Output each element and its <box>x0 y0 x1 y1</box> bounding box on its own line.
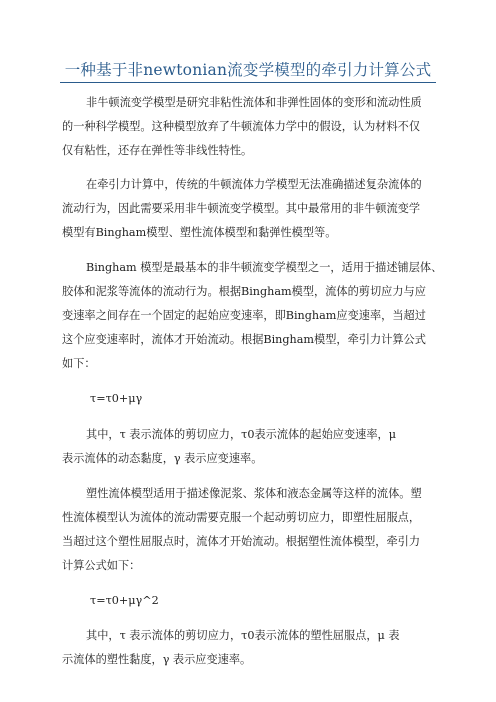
formula-bingham: τ=τ0+μγ <box>90 392 143 405</box>
paragraph-6-line-1: 其中，τ 表示流体的剪切应力，τ0表示流体的塑性屈服点，μ 表 <box>86 629 400 642</box>
document-title: 一种基于非newtonian流变学模型的牵引力计算公式 <box>64 61 432 79</box>
paragraph-5-line-3: 当超过这个塑性屈服点时，流体才开始流动。根据塑性流体模型，牵引力 <box>62 535 421 548</box>
formula-plastic: τ=τ0+μγ^2 <box>90 594 159 607</box>
paragraph-3-line-4: 这个应变速率时，流体才开始流动。根据Bingham模型，牵引力计算公式 <box>62 333 426 346</box>
paragraph-3-line-1: Bingham 模型是最基本的非牛顿流变学模型之一，适用于描述铺层体、 <box>86 261 443 274</box>
paragraph-3-line-3: 变速率之间存在一个固定的起始应变速率，即Bingham应变速率，当超过 <box>62 309 426 322</box>
paragraph-3-line-2: 胶体和泥浆等流体的流动行为。根据Bingham模型，流体的剪切应力与应 <box>62 285 426 298</box>
paragraph-2-line-2: 流动行为，因此需要采用非牛顿流变学模型。其中最常用的非牛顿流变学 <box>62 202 421 215</box>
paragraph-4-line-1: 其中，τ 表示流体的剪切应力，τ0表示流体的起始应变速率，μ <box>86 428 397 441</box>
paragraph-1-line-3: 仅有粘性，还存在弹性等非线性特性。 <box>62 144 253 157</box>
paragraph-1-line-2: 的一种科学模型。这种模型放弃了牛顿流体力学中的假设，认为材料不仅 <box>62 120 421 133</box>
paragraph-3-line-5: 如下： <box>62 357 96 370</box>
paragraph-6-line-2: 示流体的塑性黏度，γ 表示应变速率。 <box>62 653 252 666</box>
paragraph-2-line-1: 在牵引力计算中，传统的牛顿流体力学模型无法准确描述复杂流体的 <box>86 178 422 191</box>
paragraph-5-line-4: 计算公式如下： <box>62 559 141 572</box>
paragraph-4-line-2: 表示流体的动态黏度，γ 表示应变速率。 <box>62 452 263 465</box>
paragraph-5-line-2: 性流体模型认为流体的流动需要克服一个起动剪切应力，即塑性屈服点， <box>62 511 421 524</box>
title-underline <box>60 82 436 83</box>
paragraph-2-line-3: 模型有Bingham模型、塑性流体模型和黏弹性模型等。 <box>62 226 337 239</box>
paragraph-1-line-1: 非牛顿流变学模型是研究非粘性流体和非弹性固体的变形和流动性质 <box>86 96 422 109</box>
paragraph-5-line-1: 塑性流体模型适用于描述像泥浆、浆体和液态金属等这样的流体。塑 <box>86 487 422 500</box>
